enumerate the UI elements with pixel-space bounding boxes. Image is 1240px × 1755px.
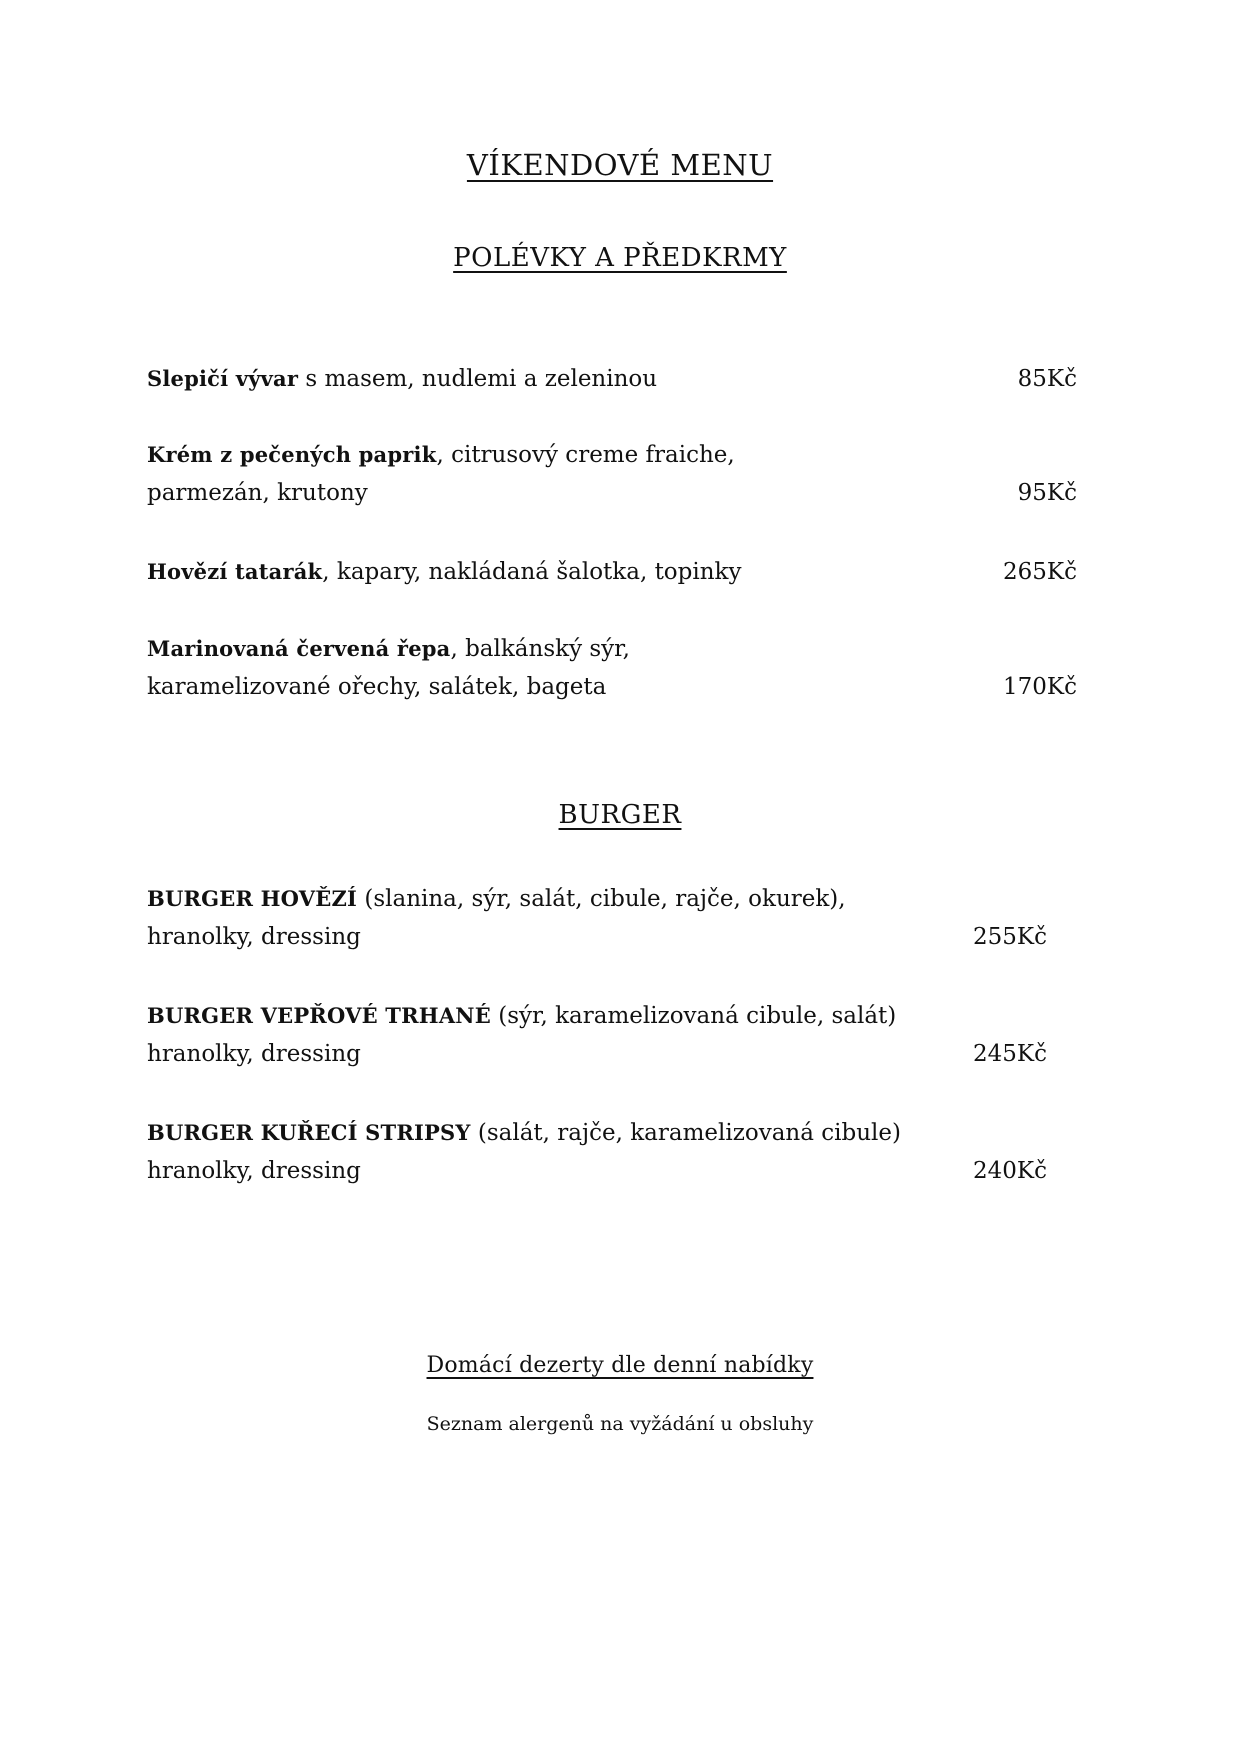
item-name: Hovězí tatarák	[147, 559, 323, 584]
item-name: BURGER HOVĚZÍ	[147, 886, 358, 911]
menu-item	[147, 630, 1087, 706]
allergen-note: Seznam alergenů na vyžádání u obsluhy	[426, 1413, 814, 1435]
item-name: Marinovaná červená řepa	[147, 636, 451, 661]
item-line-1	[147, 630, 1087, 668]
item-line-1	[147, 436, 1087, 474]
item-line-1	[147, 997, 1087, 1035]
item-price: 85Kč	[1017, 366, 1077, 392]
item-description: , balkánský sýr,	[450, 636, 630, 662]
section-heading-soups-starters: POLÉVKY A PŘEDKRMY	[453, 243, 787, 273]
item-line-2: karamelizované ořechy, salátek, bageta	[147, 674, 607, 700]
item-price: 170Kč	[1003, 674, 1077, 700]
item-line-2: hranolky, dressing	[147, 1158, 361, 1184]
item-line-1	[147, 553, 1087, 591]
item-price: 240Kč	[973, 1158, 1047, 1184]
item-line-2: parmezán, krutony	[147, 480, 368, 506]
item-price: 245Kč	[973, 1041, 1047, 1067]
item-price: 255Kč	[973, 924, 1047, 950]
item-name: BURGER VEPŘOVÉ TRHANÉ	[147, 1003, 491, 1028]
item-price: 265Kč	[1003, 559, 1077, 585]
dessert-note: Domácí dezerty dle denní nabídky	[426, 1353, 814, 1378]
item-line-2: hranolky, dressing	[147, 924, 361, 950]
item-description: (salát, rajče, karamelizovaná cibule)	[470, 1120, 901, 1146]
item-line-1	[147, 360, 1087, 398]
item-line-1	[147, 1114, 1087, 1152]
menu-item	[147, 360, 1087, 398]
menu-item	[147, 553, 1087, 591]
item-name: Slepičí vývar	[147, 366, 299, 391]
item-line-2: hranolky, dressing	[147, 1041, 361, 1067]
item-line-1	[147, 880, 1087, 918]
item-price: 95Kč	[1017, 480, 1077, 506]
menu-item	[147, 880, 1087, 956]
item-name: Krém z pečených paprik	[147, 442, 437, 467]
menu-item	[147, 1114, 1087, 1190]
item-description: s masem, nudlemi a zeleninou	[298, 366, 658, 392]
item-name: BURGER KUŘECÍ STRIPSY	[147, 1120, 471, 1145]
menu-item	[147, 997, 1087, 1073]
menu-title: VÍKENDOVÉ MENU	[466, 148, 774, 182]
menu-item	[147, 436, 1087, 512]
item-description: (sýr, karamelizovaná cibule, salát)	[490, 1003, 897, 1029]
section-heading-burger: BURGER	[558, 800, 682, 830]
item-description: , citrusový creme fraiche,	[436, 442, 735, 468]
item-description: , kapary, nakládaná šalotka, topinky	[322, 559, 742, 585]
item-description: (slanina, sýr, salát, cibule, rajče, okurek),	[357, 886, 846, 912]
